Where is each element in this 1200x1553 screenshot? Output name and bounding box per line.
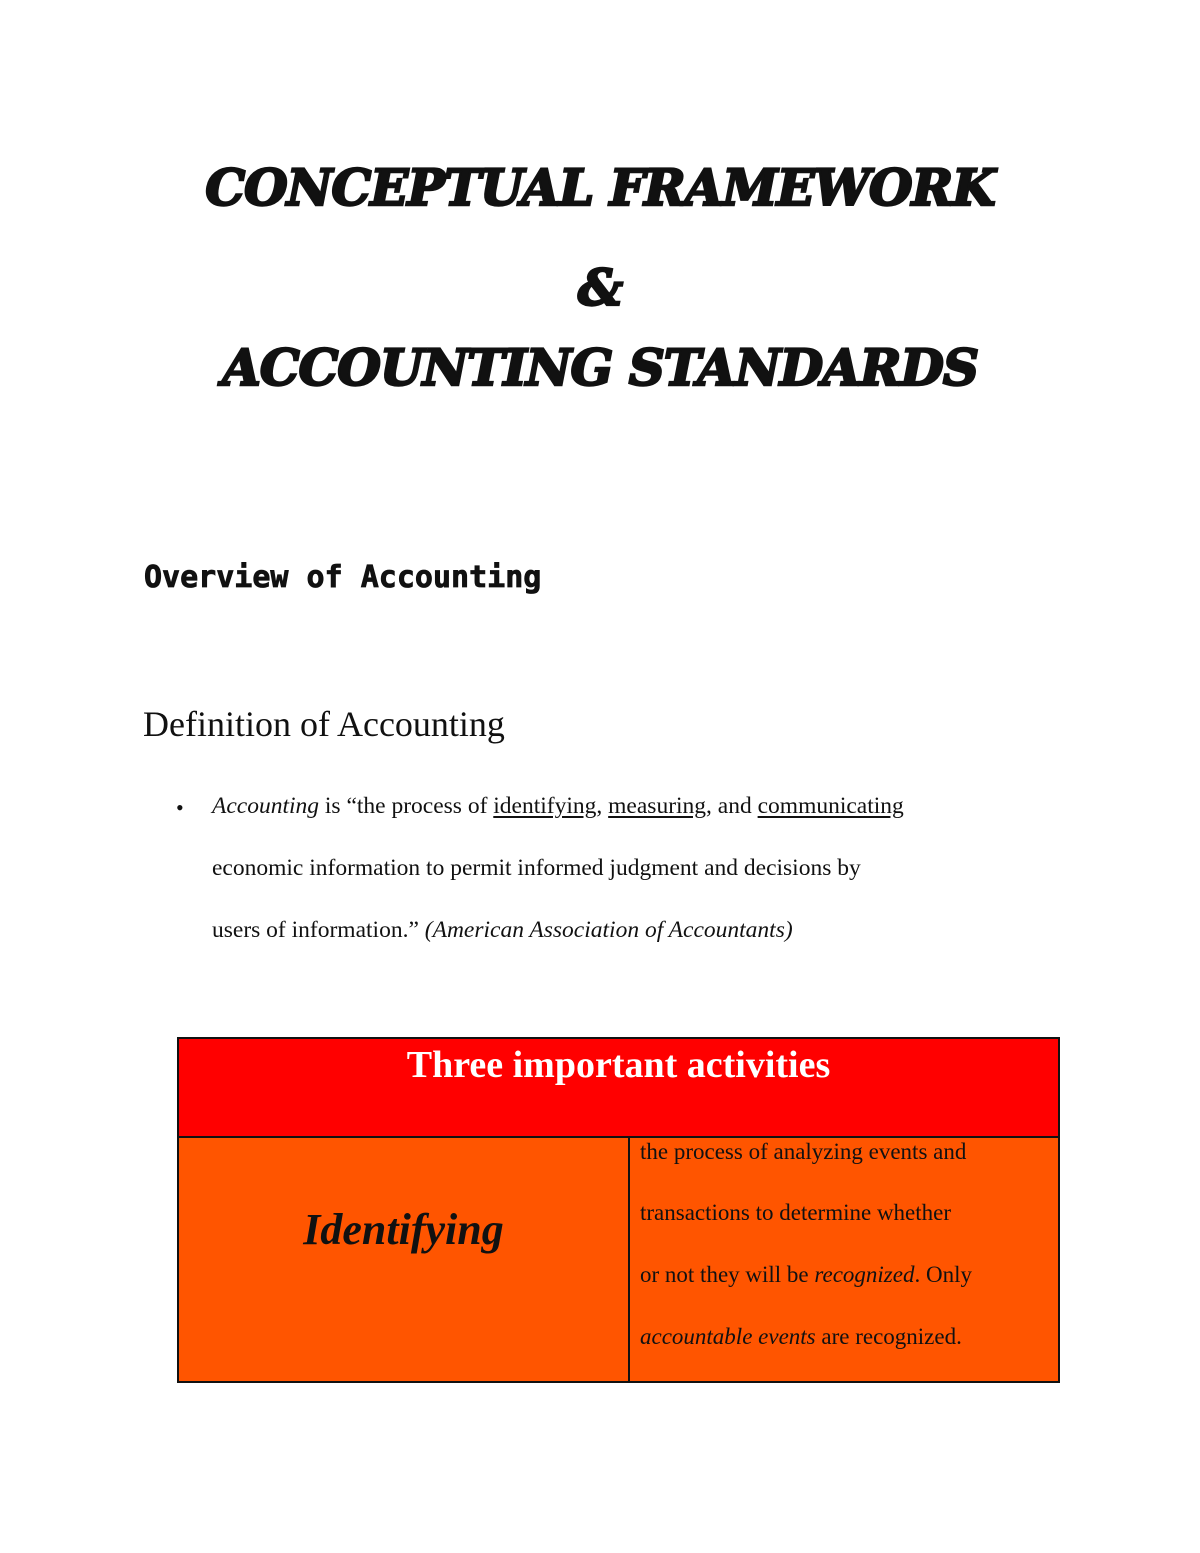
description-text: or not they will be bbox=[640, 1262, 815, 1287]
definition-line-2: economic information to permit informed judgment and decisions by bbox=[212, 855, 861, 881]
document-title-line-1: CONCEPTUAL FRAMEWORK bbox=[205, 158, 995, 217]
table-header bbox=[179, 1039, 1058, 1138]
section-heading: Overview of Accounting bbox=[144, 560, 542, 595]
description-text: are recognized. bbox=[815, 1324, 962, 1349]
table-header-text: Three important activities bbox=[406, 1044, 831, 1086]
description-line-1: the process of analyzing events and bbox=[640, 1139, 967, 1164]
table-cell-description bbox=[630, 1138, 1058, 1381]
defined-term: Accounting bbox=[212, 793, 320, 819]
description-line-4 bbox=[640, 1324, 962, 1350]
activity-term: Identifying bbox=[303, 1205, 504, 1254]
emphasis-recognized: recognized bbox=[814, 1262, 915, 1287]
definition-line-1 bbox=[212, 793, 904, 820]
definition-text: , bbox=[596, 793, 609, 819]
underlined-word-measuring: measuring bbox=[608, 793, 707, 819]
definition-text: users of information.” bbox=[212, 917, 425, 943]
description-text: . Only bbox=[914, 1262, 972, 1287]
description-line-3 bbox=[640, 1262, 972, 1288]
underlined-word-identifying: identifying bbox=[493, 793, 597, 819]
definition-line-3 bbox=[212, 917, 793, 944]
emphasis-accountable-events: accountable events bbox=[640, 1324, 816, 1349]
citation-source: (American Association of Accountants) bbox=[424, 917, 793, 943]
sub-heading: Definition of Accounting bbox=[143, 704, 505, 744]
document-title-line-2: & bbox=[577, 258, 623, 317]
document-title-line-3: ACCOUNTING STANDARDS bbox=[222, 338, 978, 397]
table-cell-term bbox=[179, 1138, 630, 1381]
description-line-2: transactions to determine whether bbox=[640, 1200, 952, 1225]
underlined-word-communicating: communicating bbox=[757, 793, 904, 819]
activities-table bbox=[177, 1037, 1060, 1383]
definition-text: is “the process of bbox=[319, 793, 494, 819]
bullet-marker: • bbox=[176, 795, 184, 820]
definition-text: , and bbox=[706, 793, 758, 819]
